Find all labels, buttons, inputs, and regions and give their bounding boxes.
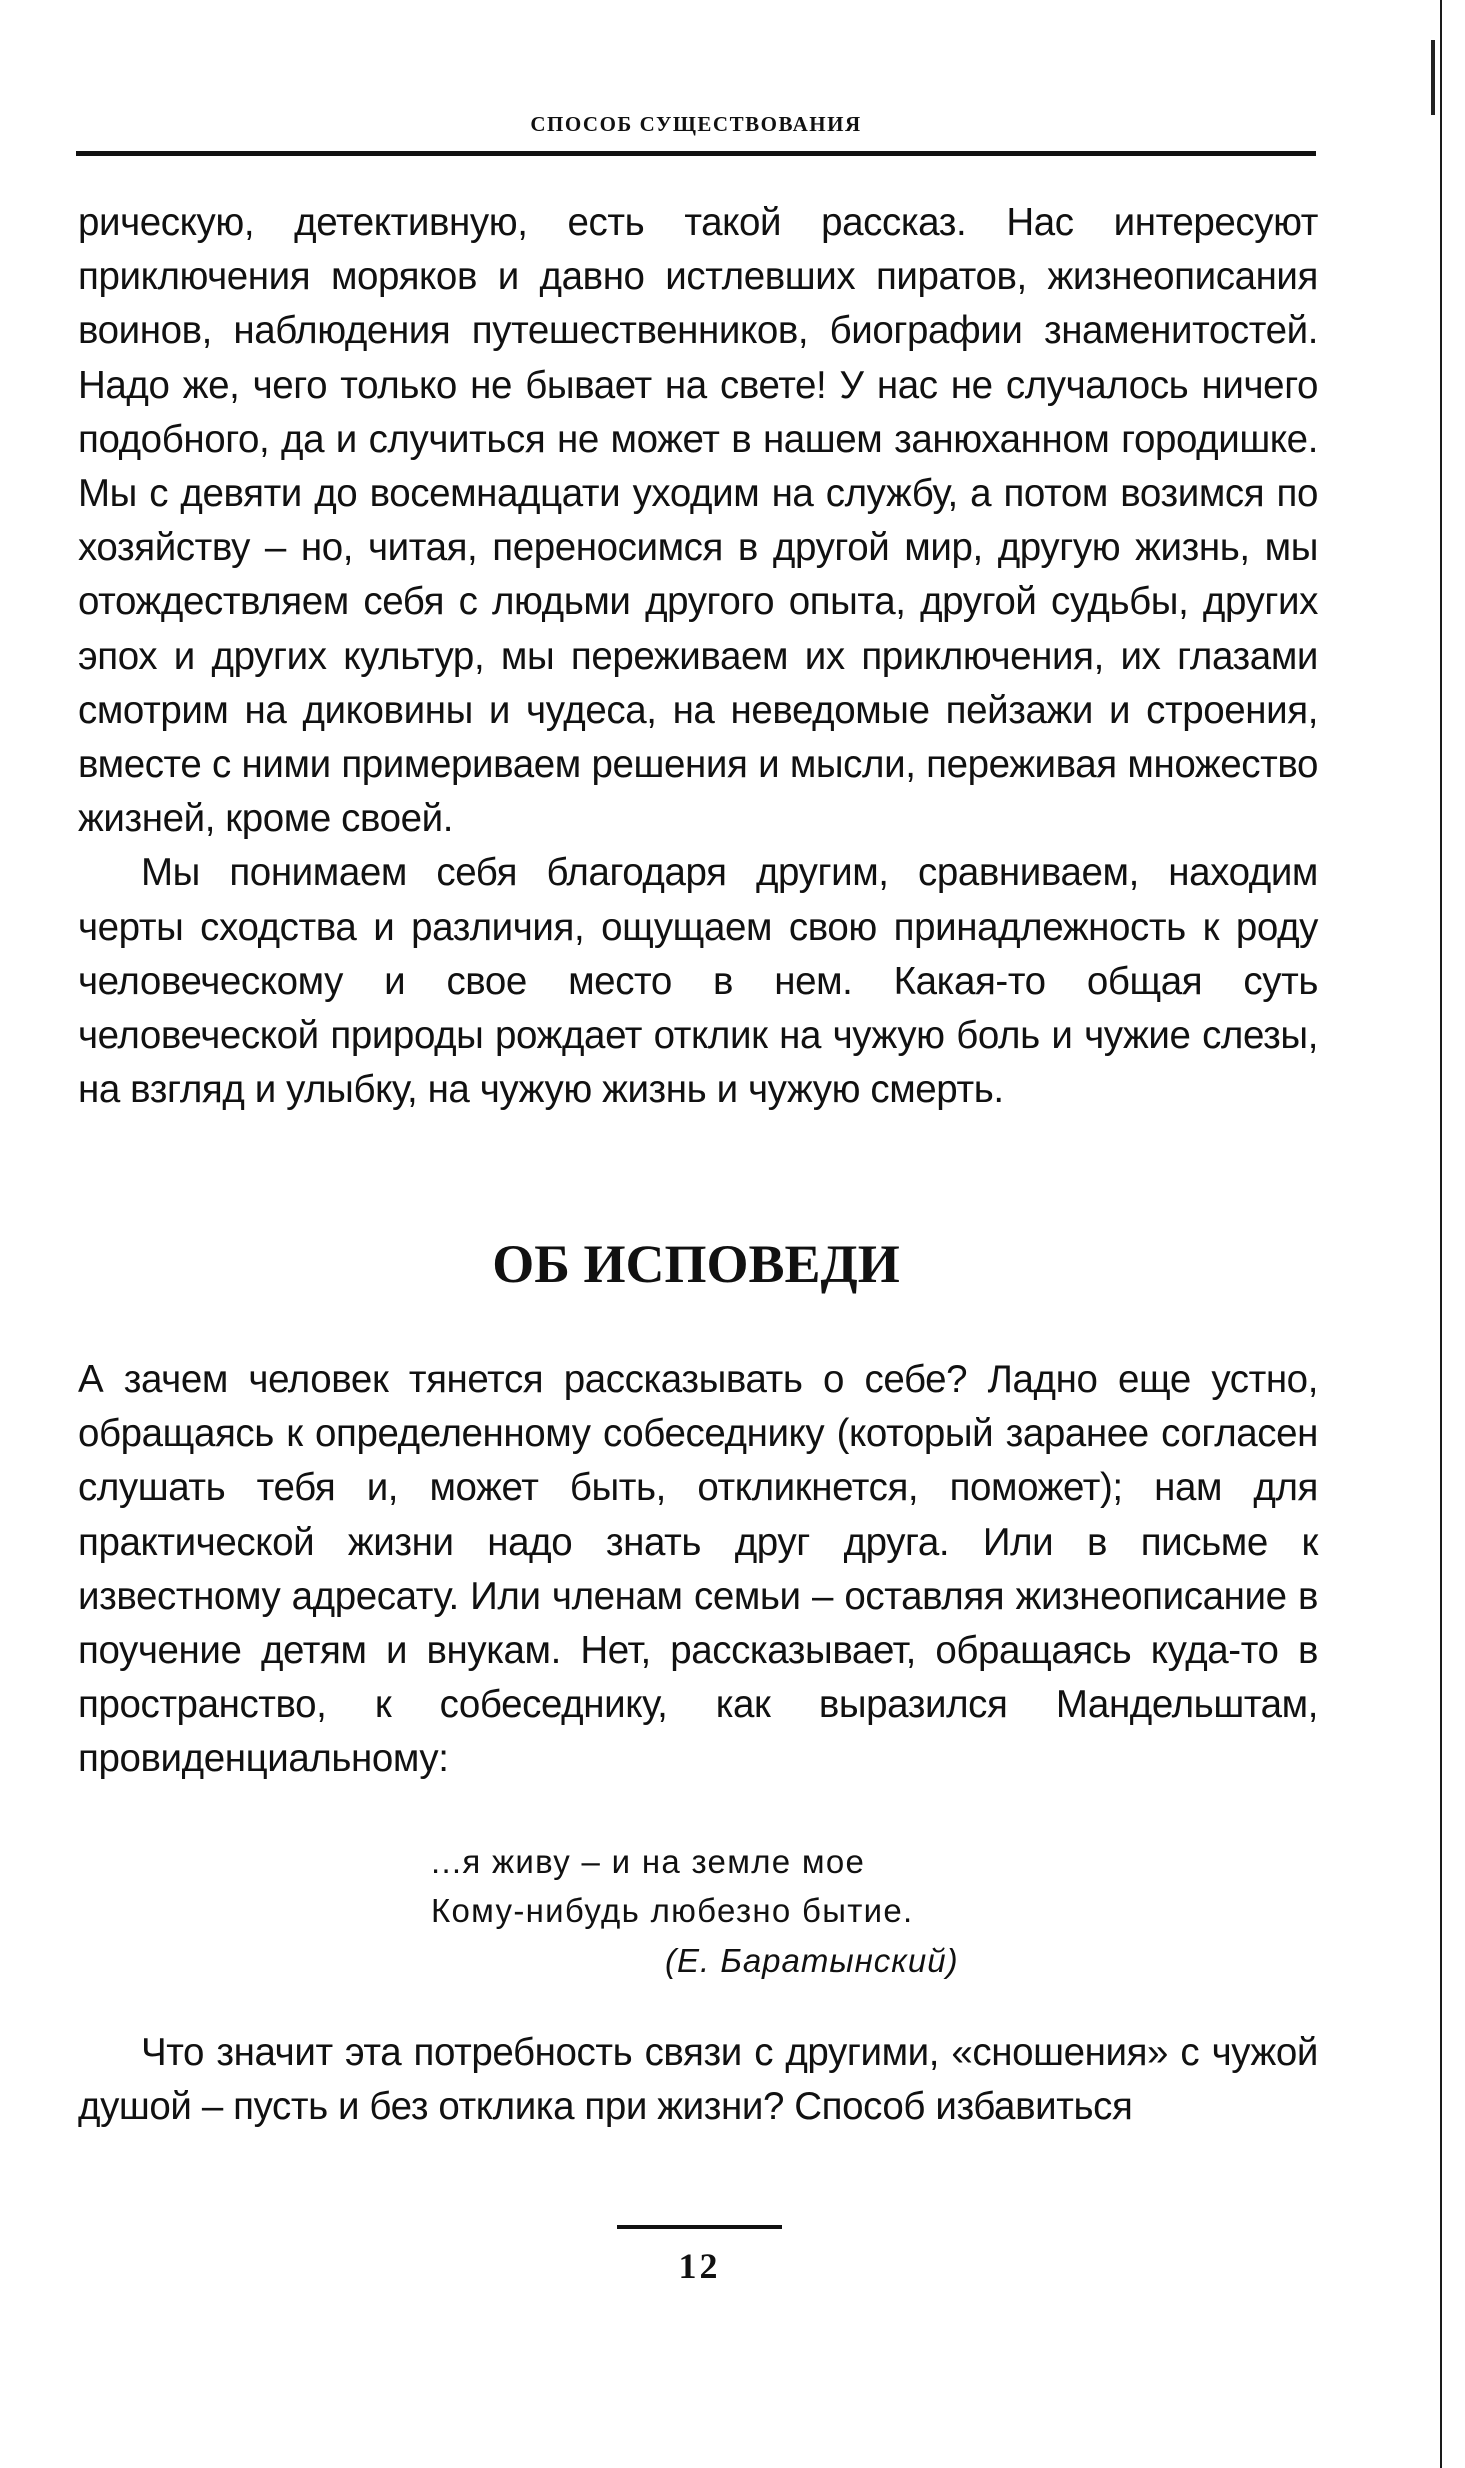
text-block-before-heading <box>78 196 1318 1117</box>
paragraph-continued: рическую, детективную, есть такой рассказ. Нас интересуют приключения моряков и давно истлевших пиратов, жизнеописания воинов, наблюдения путешественников, биографии знаменитостей. Надо же, чего только не бывает на свете! У нас не случалось ничего подобного, да и случиться не может в нашем занюханном городишке. Мы с девяти до восемнадцати уходим на службу, а потом возимся по хозяйству – но, читая, переносимся в другой мир, другую жизнь, мы отождествляем себя с людьми другого опыта, другой судьбы, других эпох и других культур, мы переживаем их приключения, их глазами смотрим на диковины и чудеса, на неведомые пейзажи и строения, вместе с ними примериваем решения и мысли, переживая множество жизней, кроме своей. <box>78 201 1318 841</box>
page-binding-edge <box>1440 0 1442 2468</box>
text-block-after-quote <box>78 2026 1318 2134</box>
footer-rule <box>617 2225 782 2229</box>
paragraph: Что значит эта потребность связи с другими, «сношения» с чужой душой – пусть и без отклика при жизни? Способ избавиться <box>78 2031 1318 2129</box>
paragraph: А зачем человек тянется рассказывать о себе? Ладно еще устно, обращаясь к определенному собеседнику (который заранее согласен слушать тебя и, может быть, откликнется, поможет); нам для практической жизни надо знать друг друга. Или в письме к известному адресату. Или членам семьи – оставляя жизнеописание в поучение детям и внукам. Нет, рассказывает, обращаясь куда-то в пространство, к собеседнику, как выразился Мандельштам, провиденциальному: <box>78 1358 1318 1781</box>
paragraph: Мы понимаем себя благодаря другим, сравниваем, находим черты сходства и различия, ощущаем свою принадлежность к роду человеческому и свое место в нем. Какая-то общая суть человеческой природы рождает отклик на чужую боль и чужие слезы, на взгляд и улыбку, на чужую жизнь и чужую смерть. <box>78 851 1318 1112</box>
header-rule <box>76 151 1316 156</box>
text-block-after-heading <box>78 1353 1318 1787</box>
poem-attribution: (Е. Баратынский) <box>665 1942 959 1979</box>
running-header: СПОСОБ СУЩЕСТВОВАНИЯ <box>530 112 862 136</box>
poem-line: ...я живу – и на земле мое <box>431 1843 866 1880</box>
poem-quote <box>431 1837 914 1935</box>
page-number: 12 <box>678 2246 721 2286</box>
poem-line: Кому-нибудь любезно бытие. <box>431 1892 914 1929</box>
page-binding-mark <box>1431 40 1435 115</box>
section-heading: ОБ ИСПОВЕДИ <box>492 1234 900 1294</box>
